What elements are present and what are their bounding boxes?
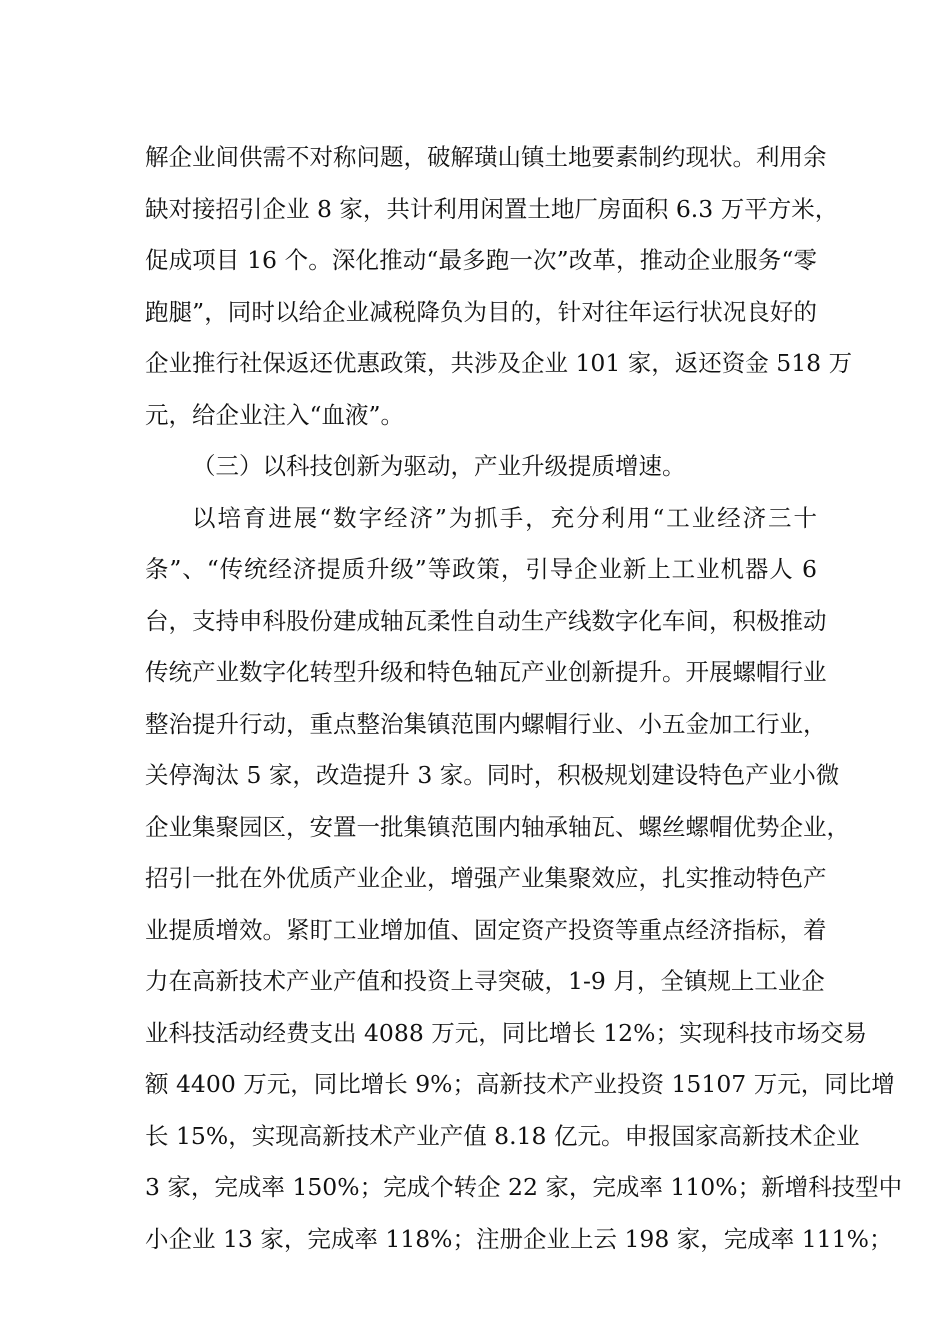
text-line: 以培育进展“数字经济”为抓手，充分利用“工业经济三十 xyxy=(192,503,817,532)
text-line: 企业推行社保返还优惠政策，共涉及企业 101 家，返还资金 518 万 xyxy=(145,349,853,377)
text-line: 3 家，完成率 150%；完成个转企 22 家，完成率 110%；新增科技型中 xyxy=(145,1173,903,1201)
text-line: 企业集聚园区，安置一批集镇范围内轴承轴瓦、螺丝螺帽优势企业， xyxy=(145,812,850,841)
text-line: 业提质增效。紧盯工业增加值、固定资产投资等重点经济指标，着 xyxy=(145,915,827,944)
text-line: 业科技活动经费支出 4088 万元，同比增长 12%；实现科技市场交易 xyxy=(145,1018,867,1047)
text-line: 力在高新技术产业产值和投资上寻突破，1-9 月，全镇规上工业企 xyxy=(145,967,825,995)
text-line: 台，支持申科股份建成轴瓦柔性自动生产线数字化车间，积极推动 xyxy=(145,606,827,635)
text-line: 长 15%，实现高新技术产业产值 8.18 亿元。申报国家高新技术企业 xyxy=(145,1121,860,1150)
text-line: 额 4400 万元，同比增长 9%；高新技术产业投资 15107 万元，同比增 xyxy=(145,1070,895,1098)
text-line: 解企业间供需不对称问题，破解璜山镇土地要素制约现状。利用余 xyxy=(145,143,827,171)
text-line: 关停淘汰 5 家，改造提升 3 家。同时，积极规划建设特色产业小微 xyxy=(145,761,840,789)
text-line: 促成项目 16 个。深化推动“最多跑一次”改革，推动企业服务“零 xyxy=(145,246,817,274)
text-line: 跑腿”，同时以给企业减税降负为目的，针对往年运行状况良好的 xyxy=(145,297,817,326)
text-line: 传统产业数字化转型升级和特色轴瓦产业创新提升。开展螺帽行业 xyxy=(145,658,827,686)
text-line: 元，给企业注入“血液”。 xyxy=(145,400,405,429)
text-line: 缺对接招引企业 8 家，共计利用闲置土地厂房面积 6.3 万平方米， xyxy=(145,194,839,223)
text-line: 小企业 13 家，完成率 118%；注册企业上云 198 家，完成率 111%； xyxy=(145,1224,893,1253)
document-body xyxy=(145,132,903,1265)
text-line: 整治提升行动，重点整治集镇范围内螺帽行业、小五金加工行业， xyxy=(145,709,827,738)
text-line: 招引一批在外优质产业企业，增强产业集聚效应，扎实推动特色产 xyxy=(145,864,827,892)
section-heading: （三）以科技创新为驱动，产业升级提质增速。 xyxy=(192,452,686,480)
text-line: 条”、“传统经济提质升级”等政策，引导企业新上工业机器人 6 xyxy=(145,555,817,583)
